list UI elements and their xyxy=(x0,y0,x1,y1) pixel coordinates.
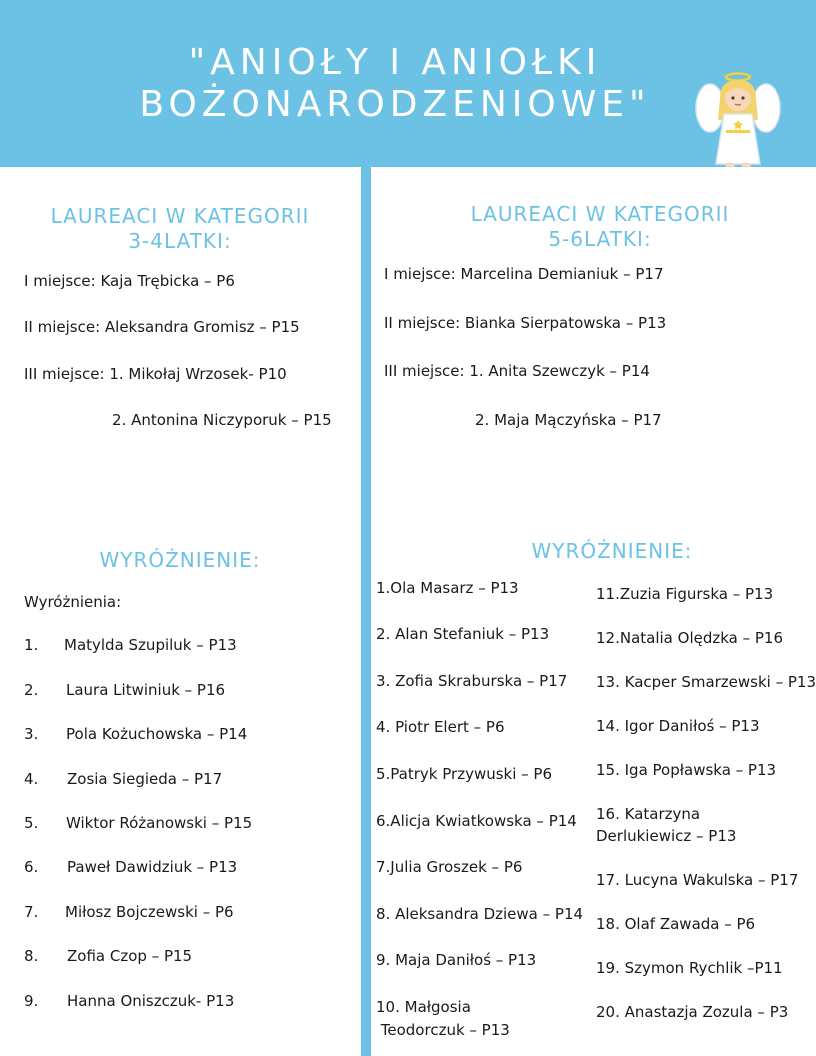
column-divider xyxy=(361,167,371,1056)
list-item: Hanna Oniszczuk- P13 xyxy=(67,992,235,1010)
list-item: 8. Aleksandra Dziewa – P14 xyxy=(376,905,584,923)
list-item: 1.Ola Masarz – P13 xyxy=(376,579,519,597)
list-item: Wiktor Różanowski – P15 xyxy=(66,814,253,832)
list-number: 3. xyxy=(24,725,39,743)
category-line-1: LAUREACI W KATEGORII xyxy=(50,204,310,228)
category-line-2: 3-4LATKI: xyxy=(128,229,232,253)
list-item: 10. Małgosia xyxy=(376,998,471,1016)
honor-label: Wyróżnienia: xyxy=(24,593,122,611)
header-banner xyxy=(0,0,816,167)
second-place: II miejsce: Aleksandra Gromisz – P15 xyxy=(24,318,300,336)
list-number: 8. xyxy=(24,947,39,965)
list-item: 17. Lucyna Wakulska – P17 xyxy=(596,871,799,889)
third-place-2: 2. Maja Mączyńska – P17 xyxy=(475,411,662,429)
list-item: Zosia Siegieda – P17 xyxy=(67,770,223,788)
first-place: I miejsce: Kaja Trębicka – P6 xyxy=(24,272,235,290)
list-item: 6.Alicja Kwiatkowska – P14 xyxy=(376,812,577,830)
list-item: Teodorczuk – P13 xyxy=(376,1021,510,1039)
title-line-1: "ANIOŁY I ANIOŁKI xyxy=(188,42,602,83)
list-item: 4. Piotr Elert – P6 xyxy=(376,718,505,736)
title-line-2: BOŻONARODZENIOWE" xyxy=(139,84,651,125)
list-item: 18. Olaf Zawada – P6 xyxy=(596,915,756,933)
list-item: Laura Litwiniuk – P16 xyxy=(66,681,226,699)
list-item: 5.Patryk Przywuski – P6 xyxy=(376,765,553,783)
list-item: Paweł Dawidziuk – P13 xyxy=(67,858,238,876)
list-item: 9. Maja Daniłoś – P13 xyxy=(376,951,537,969)
list-item: 14. Igor Daniłoś – P13 xyxy=(596,717,760,735)
list-item: 7.Julia Groszek – P6 xyxy=(376,858,523,876)
list-number: 5. xyxy=(24,814,39,832)
list-item: Zofia Czop – P15 xyxy=(67,947,193,965)
list-number: 2. xyxy=(24,681,39,699)
third-place-1: III miejsce: 1. Anita Szewczyk – P14 xyxy=(384,362,650,380)
category-line-2: 5-6LATKI: xyxy=(548,227,652,251)
third-place-2: 2. Antonina Niczyporuk – P15 xyxy=(112,411,332,429)
list-number: 6. xyxy=(24,858,39,876)
category-line-1: LAUREACI W KATEGORII xyxy=(470,202,730,226)
list-number: 1. xyxy=(24,636,39,654)
list-number: 4. xyxy=(24,770,39,788)
list-item: 19. Szymon Rychlik –P11 xyxy=(596,959,783,977)
honor-heading-left: WYRÓŻNIENIE: xyxy=(99,548,261,572)
list-item: Miłosz Bojczewski – P6 xyxy=(65,903,234,921)
list-item: 15. Iga Popławska – P13 xyxy=(596,761,777,779)
first-place: I miejsce: Marcelina Demianiuk – P17 xyxy=(384,265,664,283)
list-number: 7. xyxy=(24,903,39,921)
second-place: II miejsce: Bianka Sierpatowska – P13 xyxy=(384,314,667,332)
list-number: 9. xyxy=(24,992,39,1010)
list-item: Matylda Szupiluk – P13 xyxy=(64,636,237,654)
category-heading-5-6 xyxy=(440,202,760,252)
category-heading-3-4 xyxy=(20,204,340,254)
list-item: Pola Kożuchowska – P14 xyxy=(66,725,248,743)
list-item: 16. Katarzyna xyxy=(596,805,701,823)
list-item: 11.Zuzia Figurska – P13 xyxy=(596,585,774,603)
third-place-1: III miejsce: 1. Mikołaj Wrzosek- P10 xyxy=(24,365,287,383)
list-item: Derlukiewicz – P13 xyxy=(596,827,737,845)
list-item: 2. Alan Stefaniuk – P13 xyxy=(376,625,550,643)
honor-heading-right: WYRÓŻNIENIE: xyxy=(531,539,693,563)
list-item: 20. Anastazja Zozula – P3 xyxy=(596,1003,789,1021)
angel-icon xyxy=(694,68,782,168)
list-item: 12.Natalia Olędzka – P16 xyxy=(596,629,784,647)
list-item: 3. Zofia Skraburska – P17 xyxy=(376,672,568,690)
list-item: 13. Kacper Smarzewski – P13 xyxy=(596,673,816,691)
